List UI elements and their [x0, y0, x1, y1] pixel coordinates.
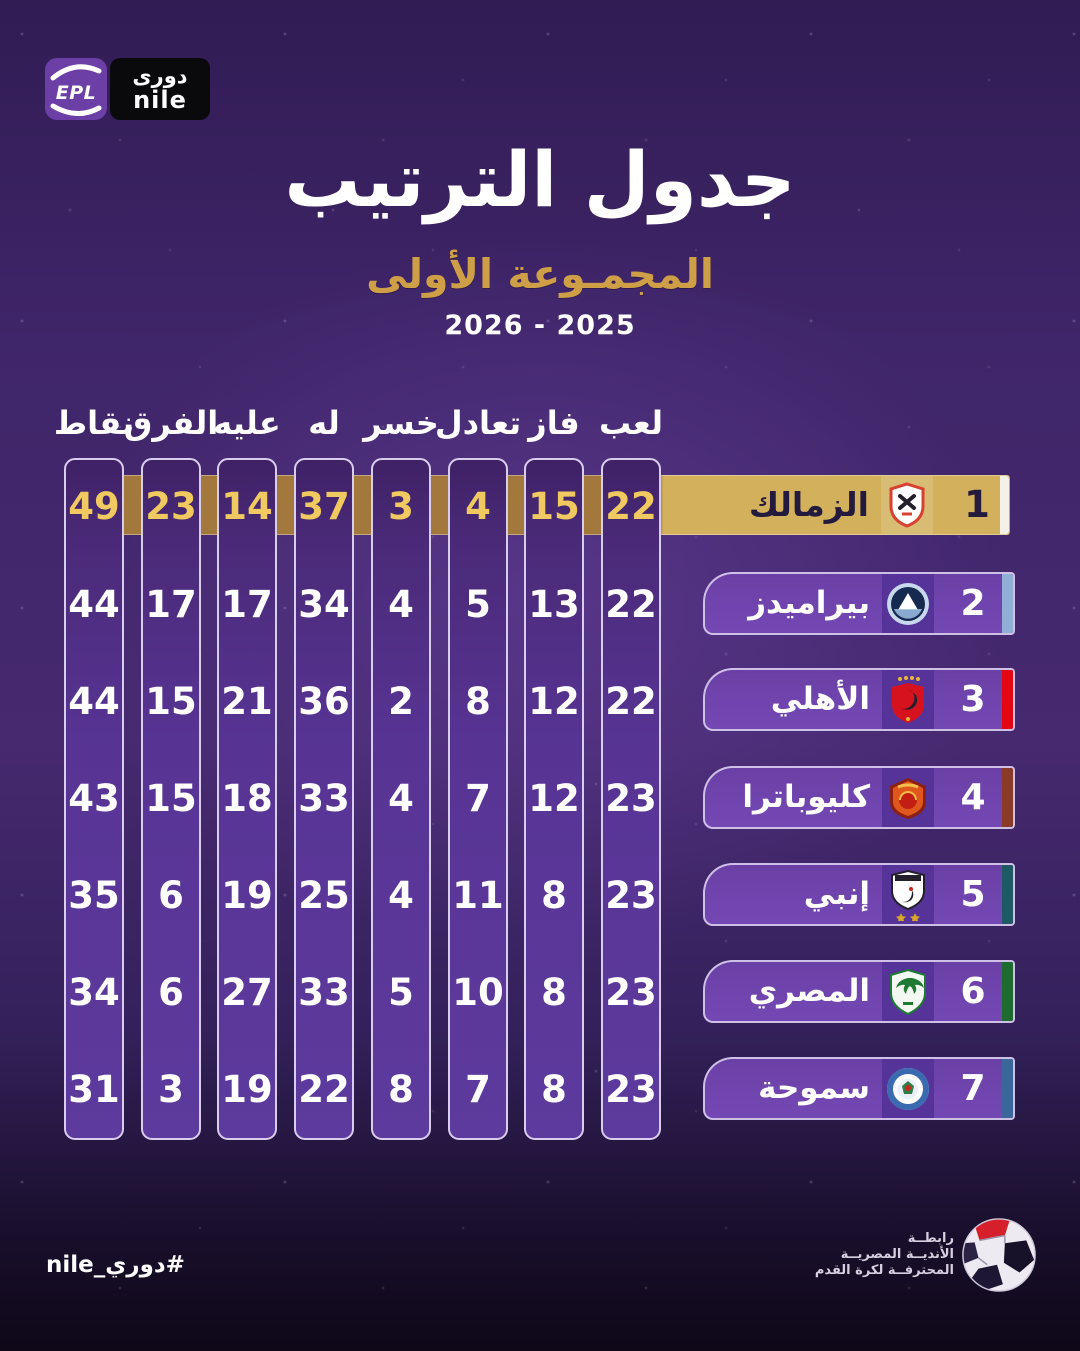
stat-value: 17: [221, 583, 273, 626]
stat-value: 13: [528, 583, 580, 626]
stat-value: 12: [528, 777, 580, 820]
team-rank: 3: [960, 679, 986, 720]
stat-column-won: [524, 404, 584, 1140]
team-rank: 1: [964, 483, 990, 526]
association-line2: الأنديــة المصريــة: [840, 1246, 954, 1262]
stat-value: 3: [388, 485, 414, 528]
stat-value: 34: [298, 583, 350, 626]
alahly-badge-icon: [882, 670, 934, 729]
stat-value: 17: [145, 583, 197, 626]
team-row-pyramids: [703, 572, 1015, 635]
stat-value: 19: [221, 874, 273, 917]
enppi-badge-icon: [882, 865, 934, 924]
stat-value: 23: [145, 485, 197, 528]
association-logo: [815, 1216, 1038, 1294]
column-header-goals-for: له: [308, 404, 340, 442]
stat-column-played: [599, 404, 663, 1140]
pyramids-badge-icon: [882, 574, 934, 633]
stat-value: 4: [388, 777, 414, 820]
stat-column-points: [53, 404, 135, 1140]
stat-value: 4: [465, 485, 491, 528]
stat-value: 37: [298, 485, 350, 528]
stat-value: 49: [68, 485, 120, 528]
stat-column-lost: [363, 404, 439, 1140]
stat-value: 22: [605, 680, 657, 723]
epl-logo: [45, 58, 107, 120]
stat-value: 7: [465, 1068, 491, 1111]
team-name: بيراميدز: [748, 585, 870, 621]
team-name: كليوباترا: [742, 779, 870, 815]
stat-value: 21: [221, 680, 273, 723]
column-header-lost: خسر: [363, 404, 439, 442]
stat-value: 12: [528, 680, 580, 723]
team-rank: 5: [960, 874, 986, 915]
column-header-played: لعب: [599, 404, 663, 442]
stat-column-goal-diff: [123, 404, 219, 1140]
stat-value: 44: [68, 680, 120, 723]
stat-value: 18: [221, 777, 273, 820]
stat-column-goals-for: [294, 404, 354, 1140]
column-header-drawn: تعادل: [434, 404, 522, 442]
team-name: المصري: [748, 973, 870, 1009]
stat-value: 6: [158, 971, 184, 1014]
nile-logo: [110, 58, 210, 120]
column-header-goals-against: عليه: [213, 404, 281, 442]
stat-value: 10: [452, 971, 504, 1014]
stat-value: 35: [68, 874, 120, 917]
stat-value: 15: [145, 777, 197, 820]
stat-value: 33: [298, 971, 350, 1014]
column-header-points: نقاط: [53, 404, 135, 442]
stat-value: 23: [605, 777, 657, 820]
stat-value: 5: [388, 971, 414, 1014]
smouha-badge-icon: [882, 1059, 934, 1118]
stat-value: 4: [388, 874, 414, 917]
stat-value: 8: [541, 874, 567, 917]
stat-value: 34: [68, 971, 120, 1014]
team-color-stripe: [1002, 768, 1013, 827]
team-name: الأهلي: [770, 681, 870, 717]
team-color-stripe: [1002, 670, 1013, 729]
stat-value: 3: [158, 1068, 184, 1111]
association-line3: المحترفــة لكرة القدم: [814, 1263, 954, 1279]
season-label: 2026 - 2025: [444, 310, 636, 341]
stat-column-drawn: [434, 404, 522, 1140]
team-row-smouha: [703, 1057, 1015, 1120]
team-color-stripe: [1002, 574, 1013, 633]
stat-value: 14: [221, 485, 273, 528]
team-name: إنبي: [803, 876, 870, 912]
cleopatra-badge-icon: [882, 768, 934, 827]
page-title: جدول الترتيب: [284, 135, 796, 224]
stat-value: 15: [528, 485, 580, 528]
almasry-badge-icon: [882, 962, 934, 1021]
stat-value: 19: [221, 1068, 273, 1111]
hashtag-label: #دوري_nile: [46, 1252, 185, 1278]
epl-label: EPL: [55, 82, 97, 104]
stat-value: 31: [68, 1068, 120, 1111]
stat-value: 22: [605, 485, 657, 528]
team-name: الزمالك: [748, 485, 869, 524]
stat-value: 5: [465, 583, 491, 626]
team-rank: 2: [960, 583, 986, 624]
stat-value: 23: [605, 971, 657, 1014]
league-logo: [45, 58, 210, 120]
stat-value: 36: [298, 680, 350, 723]
stat-value: 27: [221, 971, 273, 1014]
stat-value: 23: [605, 1068, 657, 1111]
stat-value: 8: [465, 680, 491, 723]
column-header-goal-diff: الفرق: [123, 404, 219, 442]
team-color-stripe: [1002, 865, 1013, 924]
stat-value: 23: [605, 874, 657, 917]
stat-value: 8: [388, 1068, 414, 1111]
stat-value: 22: [298, 1068, 350, 1111]
stat-value: 43: [68, 777, 120, 820]
stat-value: 8: [541, 1068, 567, 1111]
stat-value: 2: [388, 680, 414, 723]
nile-logo-arabic: دورى: [132, 64, 188, 88]
team-name: سموحة: [758, 1070, 870, 1106]
association-line1: رابطــة: [907, 1230, 954, 1246]
stat-value: 33: [298, 777, 350, 820]
zamalek-badge-icon: [881, 476, 933, 534]
team-row-enppi: [703, 863, 1015, 926]
nile-logo-latin: nile: [133, 86, 187, 114]
stat-value: 11: [452, 874, 504, 917]
association-text: [815, 1231, 954, 1280]
team-color-stripe: [1002, 1059, 1013, 1118]
stat-value: 6: [158, 874, 184, 917]
stat-value: 15: [145, 680, 197, 723]
stat-value: 8: [541, 971, 567, 1014]
team-row-cleopatra: [703, 766, 1015, 829]
team-color-stripe: [1000, 476, 1009, 534]
group-subtitle: المجمـوعة الأولى: [366, 250, 714, 298]
stat-value: 44: [68, 583, 120, 626]
stat-value: 25: [298, 874, 350, 917]
column-header-won: فاز: [528, 404, 580, 442]
team-row-alahly: [703, 668, 1015, 731]
stat-value: 7: [465, 777, 491, 820]
stat-value: 4: [388, 583, 414, 626]
football-icon: [960, 1216, 1038, 1294]
stat-column-goals-against: [213, 404, 281, 1140]
stat-value: 22: [605, 583, 657, 626]
team-rank: 4: [960, 777, 986, 818]
team-row-almasry: [703, 960, 1015, 1023]
team-color-stripe: [1002, 962, 1013, 1021]
team-rank: 7: [960, 1068, 986, 1109]
team-rank: 6: [960, 971, 986, 1012]
